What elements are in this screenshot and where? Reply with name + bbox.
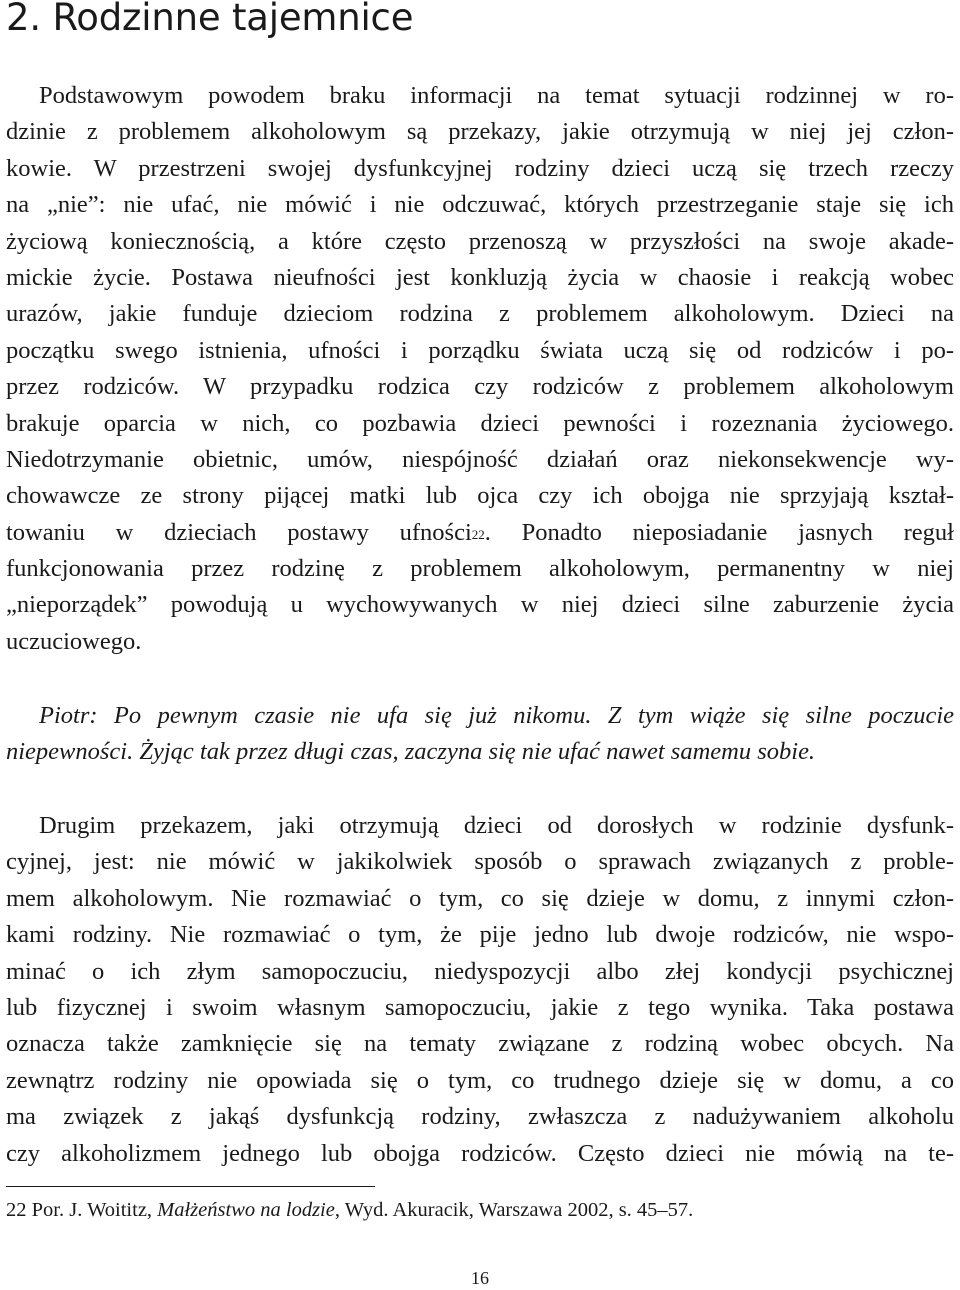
interview-quote: [6, 698, 954, 771]
quote-line: niepewności. Żyjąc tak przez długi czas, zaczyna się nie ufać nawet samemu sobie.: [6, 738, 816, 766]
line-end: . Ponadto nieposiadanie jasnych reguł: [484, 518, 954, 546]
paragraph-line: brakuje oparcia w nich, co pozbawia dzieci pewności i rozeznania życiowego.: [6, 409, 954, 437]
footnote-prefix: 22 Por. J. Woititz,: [6, 1199, 158, 1221]
paragraph-line: lub fizycznej i swoim własnym samopoczuciu, jakie z tego wynika. Taka postawa: [6, 993, 954, 1021]
paragraph-line: mickie życie. Postawa nieufności jest konkluzją życia w chaosie i reakcją wobec: [6, 263, 954, 291]
paragraph-line: Podstawowym powodem braku informacji na temat sytuacji rodzinnej w ro-: [39, 82, 954, 109]
footnote-book-title: Małżeństwo na lodzie: [157, 1199, 335, 1221]
page-number: 16: [471, 1268, 489, 1288]
footnote: [6, 1195, 693, 1225]
paragraph-line: funkcjonowania przez rodzinę z problemem alkoholowym, permanentny w niej: [6, 555, 954, 583]
paragraph-line: oznacza także zamknięcie się na tematy związane z rodziną wobec obcych. Na: [6, 1030, 954, 1058]
paragraph-line: urazów, jakie funduje dzieciom rodzina z problemem alkoholowym. Dzieci na: [6, 300, 954, 328]
paragraph-line: na „nie”: nie ufać, nie mówić i nie odczuwać, których przestrzeganie staje się ich: [6, 191, 954, 219]
paragraph-line: „nieporządek” powodują u wychowywanych w niej dzieci silne zaburzenie życia: [6, 591, 954, 619]
paragraph-line-with-footnote: [6, 515, 954, 551]
paragraph-line: mem alkoholowym. Nie rozmawiać o tym, co się dzieje w domu, z innymi człon-: [6, 884, 954, 912]
paragraph-line: początku swego istnienia, ufności i porządku świata uczą się od rodziców i po-: [6, 336, 954, 364]
paragraph-line: minać o ich złym samopoczuciu, niedyspozycji albo złej kondycji psychicznej: [6, 957, 954, 985]
paragraph-line: ma związek z jakąś dysfunkcją rodziny, zwłaszcza z nadużywaniem alkoholu: [6, 1103, 954, 1131]
paragraph-line: zewnątrz rodziny nie opowiada się o tym, co trudnego dzieje się w domu, a co: [6, 1066, 954, 1094]
line-start: towaniu w dzieciach postawy ufności: [6, 518, 472, 546]
paragraph-line: Drugim przekazem, jaki otrzymują dzieci od dorosłych w rodzinie dysfunk-: [39, 812, 954, 839]
paragraph-line: czy alkoholizmem jednego lub obojga rodziców. Często dzieci nie mówią na te-: [6, 1139, 954, 1167]
paragraph-line: kami rodziny. Nie rozmawiać o tym, że pije jedno lub dwoje rodziców, nie wspo-: [6, 921, 954, 949]
chapter-title: 2. Rodzinne tajemnice: [6, 0, 414, 39]
paragraph-line: kowie. W przestrzeni swojej dysfunkcyjnej rodziny dzieci uczą się trzech rzeczy: [6, 154, 954, 182]
paragraph-line: Niedotrzymanie obietnic, umów, niespójność działań oraz niekonsekwencje wy-: [6, 445, 954, 473]
paragraph-1: [6, 78, 954, 660]
paragraph-line: uczuciowego.: [6, 627, 142, 655]
paragraph-line: życiową koniecznością, a które często przenoszą w przyszłości na swoje akade-: [6, 227, 954, 255]
paragraph-2: [6, 808, 954, 1172]
quote-line: Piotr: Po pewnym czasie nie ufa się już nikomu. Z tym wiąże się silne poczucie: [39, 702, 954, 729]
footnote-suffix: , Wyd. Akuracik, Warszawa 2002, s. 45–57.: [334, 1199, 694, 1221]
paragraph-line: dzinie z problemem alkoholowym są przekazy, jakie otrzymują w niej jej człon-: [6, 118, 954, 146]
paragraph-line: cyjnej, jest: nie mówić w jakikolwiek sposób o sprawach związanych z proble-: [6, 848, 954, 876]
paragraph-line: chowawcze ze strony pijącej matki lub ojca czy ich obojga nie sprzyjają kształ-: [6, 482, 954, 510]
paragraph-line: przez rodziców. W przypadku rodzica czy rodziców z problemem alkoholowym: [6, 373, 954, 401]
footnote-divider: [6, 1186, 375, 1187]
footnote-reference[interactable]: 22: [471, 526, 485, 542]
